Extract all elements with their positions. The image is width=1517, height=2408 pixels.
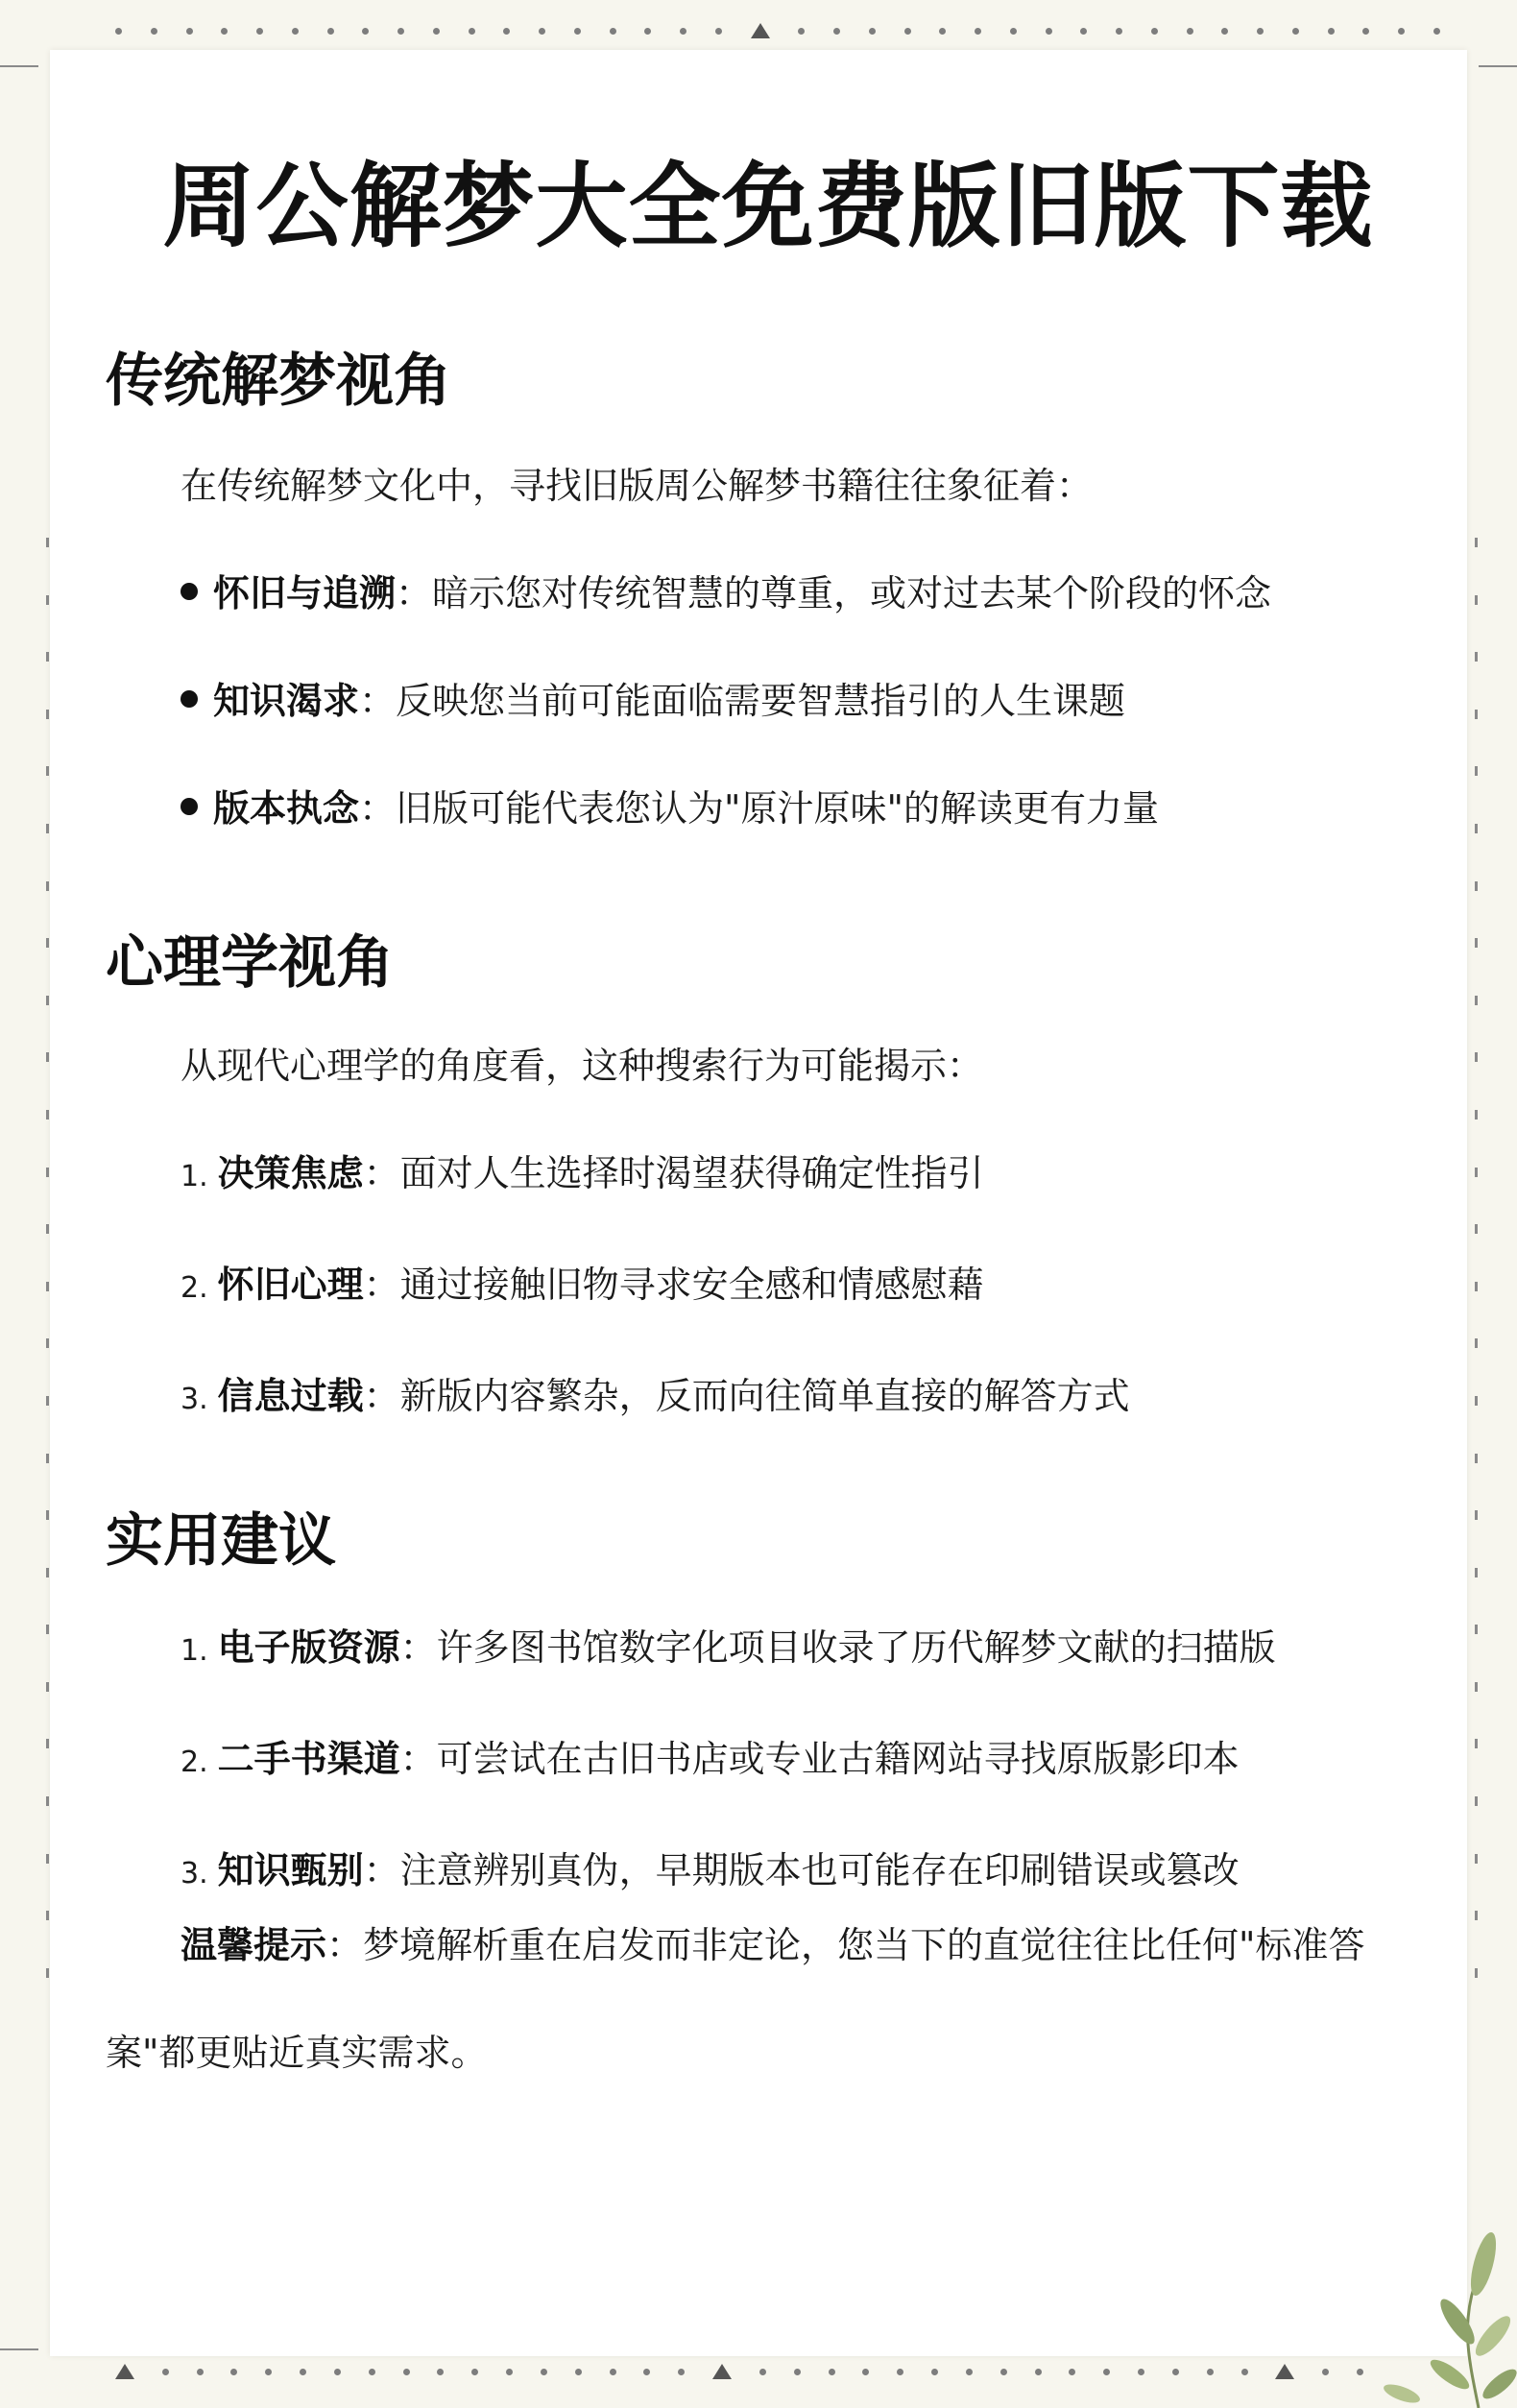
border-dot-icon <box>197 2369 204 2375</box>
border-tick-icon <box>46 1454 49 1463</box>
border-tick-icon <box>1475 766 1478 776</box>
border-dot-icon <box>644 28 651 35</box>
border-tick-icon <box>46 1110 49 1120</box>
border-tick-icon <box>1475 1568 1478 1577</box>
border-tick-icon <box>46 652 49 662</box>
item-term: 信息过载 <box>217 1375 364 1417</box>
border-dot-icon <box>1241 2369 1248 2375</box>
border-dot-icon <box>1116 28 1122 35</box>
border-tick-icon <box>46 881 49 891</box>
item-desc: ：注意辨别真伪，早期版本也可能存在印刷错误或篡改 <box>363 1849 1240 1891</box>
border-tick-icon <box>46 710 49 719</box>
border-dot-icon <box>437 2369 444 2375</box>
border-dot-icon <box>610 2369 616 2375</box>
border-dot-icon <box>1221 28 1228 35</box>
tip-paragraph <box>106 1891 1431 2107</box>
border-dot-icon <box>503 28 510 35</box>
border-tick-icon <box>1475 1968 1478 1978</box>
border-dot-icon <box>151 28 157 35</box>
section-heading-psychology: 心理学视角 <box>106 929 394 997</box>
border-dot-icon <box>1292 28 1299 35</box>
border-dot-icon <box>759 2369 766 2375</box>
corner-line-top-left <box>0 65 38 67</box>
border-dot-icon <box>186 28 193 35</box>
border-dot-icon <box>862 2369 869 2375</box>
item-term: 知识甄别 <box>217 1849 364 1891</box>
border-triangle-icon <box>751 23 770 38</box>
border-dot-icon <box>433 28 440 35</box>
border-dot-icon <box>794 2369 801 2375</box>
border-triangle-icon <box>712 2364 732 2379</box>
border-dot-icon <box>292 28 299 35</box>
item-number: 2. <box>181 1746 208 1779</box>
bullet-item <box>106 755 1271 862</box>
border-dot-icon <box>541 2369 547 2375</box>
border-tick-icon <box>1475 1739 1478 1748</box>
border-dot-icon <box>506 2369 513 2375</box>
border-tick-icon <box>1475 652 1478 662</box>
border-tick-icon <box>46 538 49 547</box>
section-heading-advice: 实用建议 <box>106 1507 336 1575</box>
border-dot-icon <box>1328 28 1335 35</box>
border-dot-icon <box>1172 2369 1179 2375</box>
item-desc: ：面对人生选择时渴望获得确定性指引 <box>363 1152 984 1194</box>
border-dot-icon <box>1138 2369 1144 2375</box>
border-dot-icon <box>221 28 228 35</box>
border-tick-icon <box>1475 1110 1478 1120</box>
border-dot-icon <box>798 28 805 35</box>
border-dot-icon <box>539 28 545 35</box>
section-heading-traditional: 传统解梦视角 <box>106 348 451 415</box>
border-tick-icon <box>1475 824 1478 833</box>
border-dot-icon <box>680 28 686 35</box>
border-dot-icon <box>256 28 263 35</box>
border-tick-icon <box>46 1052 49 1062</box>
top-dotted-border <box>115 19 1440 42</box>
border-dot-icon <box>1000 2369 1007 2375</box>
bullet-item <box>106 647 1271 755</box>
border-tick-icon <box>1475 710 1478 719</box>
tip-desc: ：梦境解析重在启发而非定论，您当下的直觉往往比任何"标准答案"都更贴近真实需求。 <box>106 1924 1365 2074</box>
border-tick-icon <box>1475 1510 1478 1520</box>
border-tick-icon <box>1475 1454 1478 1463</box>
numbered-item <box>106 1705 1276 1817</box>
border-tick-icon <box>46 938 49 948</box>
border-tick-icon <box>46 595 49 605</box>
border-tick-icon <box>1475 996 1478 1005</box>
border-tick-icon <box>1475 1911 1478 1920</box>
border-dot-icon <box>471 2369 478 2375</box>
border-dot-icon <box>1433 28 1440 35</box>
border-dot-icon <box>115 28 122 35</box>
item-number: 3. <box>181 1383 208 1416</box>
item-term: 决策焦虑 <box>217 1152 364 1194</box>
item-term: 二手书渠道 <box>217 1738 400 1780</box>
border-dot-icon <box>230 2369 237 2375</box>
item-number: 1. <box>181 1160 208 1193</box>
item-term: 怀旧与追溯 <box>213 572 397 614</box>
item-term: 电子版资源 <box>217 1626 400 1669</box>
border-tick-icon <box>46 1510 49 1520</box>
border-dot-icon <box>931 2369 938 2375</box>
section-body-psychology <box>106 1012 1130 1454</box>
numbered-item <box>106 1120 1130 1231</box>
numbered-item <box>106 1594 1276 1705</box>
bullet-dot-icon <box>181 690 198 708</box>
border-dot-icon <box>1207 2369 1214 2375</box>
border-tick-icon <box>1475 595 1478 605</box>
item-desc: ：通过接触旧物寻求安全感和情感慰藉 <box>363 1264 984 1306</box>
item-desc: ：旧版可能代表您认为"原汁原味"的解读更有力量 <box>359 787 1159 830</box>
border-dot-icon <box>939 28 946 35</box>
right-tick-border <box>1469 538 1482 1978</box>
tip-text <box>106 1891 1431 2107</box>
page-title: 周公解梦大全免费版旧版下载 <box>162 153 1374 260</box>
section-body-traditional <box>106 432 1271 862</box>
border-dot-icon <box>469 28 475 35</box>
border-dot-icon <box>1398 28 1405 35</box>
item-desc: ：新版内容繁杂，反而向往简单直接的解答方式 <box>363 1375 1130 1417</box>
border-dot-icon <box>643 2369 650 2375</box>
border-tick-icon <box>46 1739 49 1748</box>
border-dot-icon <box>833 28 840 35</box>
border-dot-icon <box>327 28 334 35</box>
border-dot-icon <box>369 2369 375 2375</box>
border-dot-icon <box>897 2369 903 2375</box>
border-tick-icon <box>46 1282 49 1291</box>
border-dot-icon <box>574 28 581 35</box>
border-tick-icon <box>46 1854 49 1864</box>
corner-line-bottom-left <box>0 2348 38 2350</box>
item-number: 2. <box>181 1271 208 1305</box>
border-dot-icon <box>869 28 876 35</box>
border-tick-icon <box>46 1568 49 1577</box>
border-dot-icon <box>300 2369 306 2375</box>
border-tick-icon <box>46 824 49 833</box>
border-tick-icon <box>1475 1796 1478 1806</box>
item-desc: ：暗示您对传统智慧的尊重，或对过去某个阶段的怀念 <box>396 572 1272 614</box>
border-dot-icon <box>966 2369 973 2375</box>
tip-term: 温馨提示 <box>181 1924 327 1966</box>
item-term: 版本执念 <box>213 787 360 830</box>
border-dot-icon <box>1035 2369 1042 2375</box>
border-triangle-icon <box>115 2364 134 2379</box>
border-tick-icon <box>1475 1052 1478 1062</box>
border-dot-icon <box>1069 2369 1075 2375</box>
border-dot-icon <box>1362 28 1369 35</box>
border-tick-icon <box>46 1625 49 1634</box>
border-dot-icon <box>1257 28 1264 35</box>
section-intro: 在传统解梦文化中，寻找旧版周公解梦书籍往往象征着： <box>181 465 1094 507</box>
border-tick-icon <box>1475 1282 1478 1291</box>
item-number: 1. <box>181 1634 208 1668</box>
border-tick-icon <box>46 1796 49 1806</box>
article <box>106 134 1431 2074</box>
border-dot-icon <box>162 2369 169 2375</box>
border-dot-icon <box>334 2369 341 2375</box>
border-dot-icon <box>265 2369 272 2375</box>
bullet-dot-icon <box>181 798 198 815</box>
border-dot-icon <box>678 2369 685 2375</box>
border-tick-icon <box>46 766 49 776</box>
border-dot-icon <box>575 2369 582 2375</box>
border-tick-icon <box>46 1968 49 1978</box>
border-tick-icon <box>1475 1224 1478 1234</box>
border-tick-icon <box>1475 1682 1478 1692</box>
border-dot-icon <box>1010 28 1017 35</box>
border-dot-icon <box>715 28 722 35</box>
border-tick-icon <box>46 1396 49 1406</box>
bullet-dot-icon <box>181 583 198 600</box>
border-tick-icon <box>1475 881 1478 891</box>
border-tick-icon <box>1475 1338 1478 1348</box>
border-dot-icon <box>904 28 911 35</box>
border-tick-icon <box>46 1682 49 1692</box>
border-dot-icon <box>829 2369 835 2375</box>
numbered-item <box>106 1342 1130 1454</box>
border-tick-icon <box>1475 1854 1478 1864</box>
border-dot-icon <box>1187 28 1193 35</box>
item-desc: ：反映您当前可能面临需要智慧指引的人生课题 <box>359 680 1126 722</box>
border-tick-icon <box>46 1168 49 1177</box>
item-number: 3. <box>181 1857 208 1890</box>
border-tick-icon <box>1475 538 1478 547</box>
border-tick-icon <box>1475 1396 1478 1406</box>
border-tick-icon <box>46 1911 49 1920</box>
border-dot-icon <box>975 28 981 35</box>
border-tick-icon <box>46 1224 49 1234</box>
border-tick-icon <box>1475 1625 1478 1634</box>
section-intro: 从现代心理学的角度看，这种搜索行为可能揭示： <box>181 1045 984 1087</box>
corner-line-top-right <box>1479 65 1517 67</box>
leaf-decoration-icon <box>1287 2178 1517 2408</box>
border-dot-icon <box>362 28 369 35</box>
border-dot-icon <box>1080 28 1087 35</box>
border-tick-icon <box>1475 938 1478 948</box>
item-term: 怀旧心理 <box>217 1264 364 1306</box>
border-tick-icon <box>46 996 49 1005</box>
border-dot-icon <box>1151 28 1158 35</box>
bottom-dotted-border <box>115 2358 1363 2385</box>
border-dot-icon <box>1046 28 1052 35</box>
border-tick-icon <box>1475 1168 1478 1177</box>
item-term: 知识渴求 <box>213 680 360 722</box>
item-desc: ：可尝试在古旧书店或专业古籍网站寻找原版影印本 <box>399 1738 1240 1780</box>
border-dot-icon <box>1103 2369 1110 2375</box>
border-dot-icon <box>397 28 404 35</box>
border-tick-icon <box>46 1338 49 1348</box>
section-body-advice <box>106 1594 1276 1928</box>
border-dot-icon <box>403 2369 410 2375</box>
bullet-item <box>106 540 1271 647</box>
numbered-item <box>106 1231 1130 1342</box>
item-desc: ：许多图书馆数字化项目收录了历代解梦文献的扫描版 <box>399 1626 1276 1669</box>
border-dot-icon <box>610 28 616 35</box>
